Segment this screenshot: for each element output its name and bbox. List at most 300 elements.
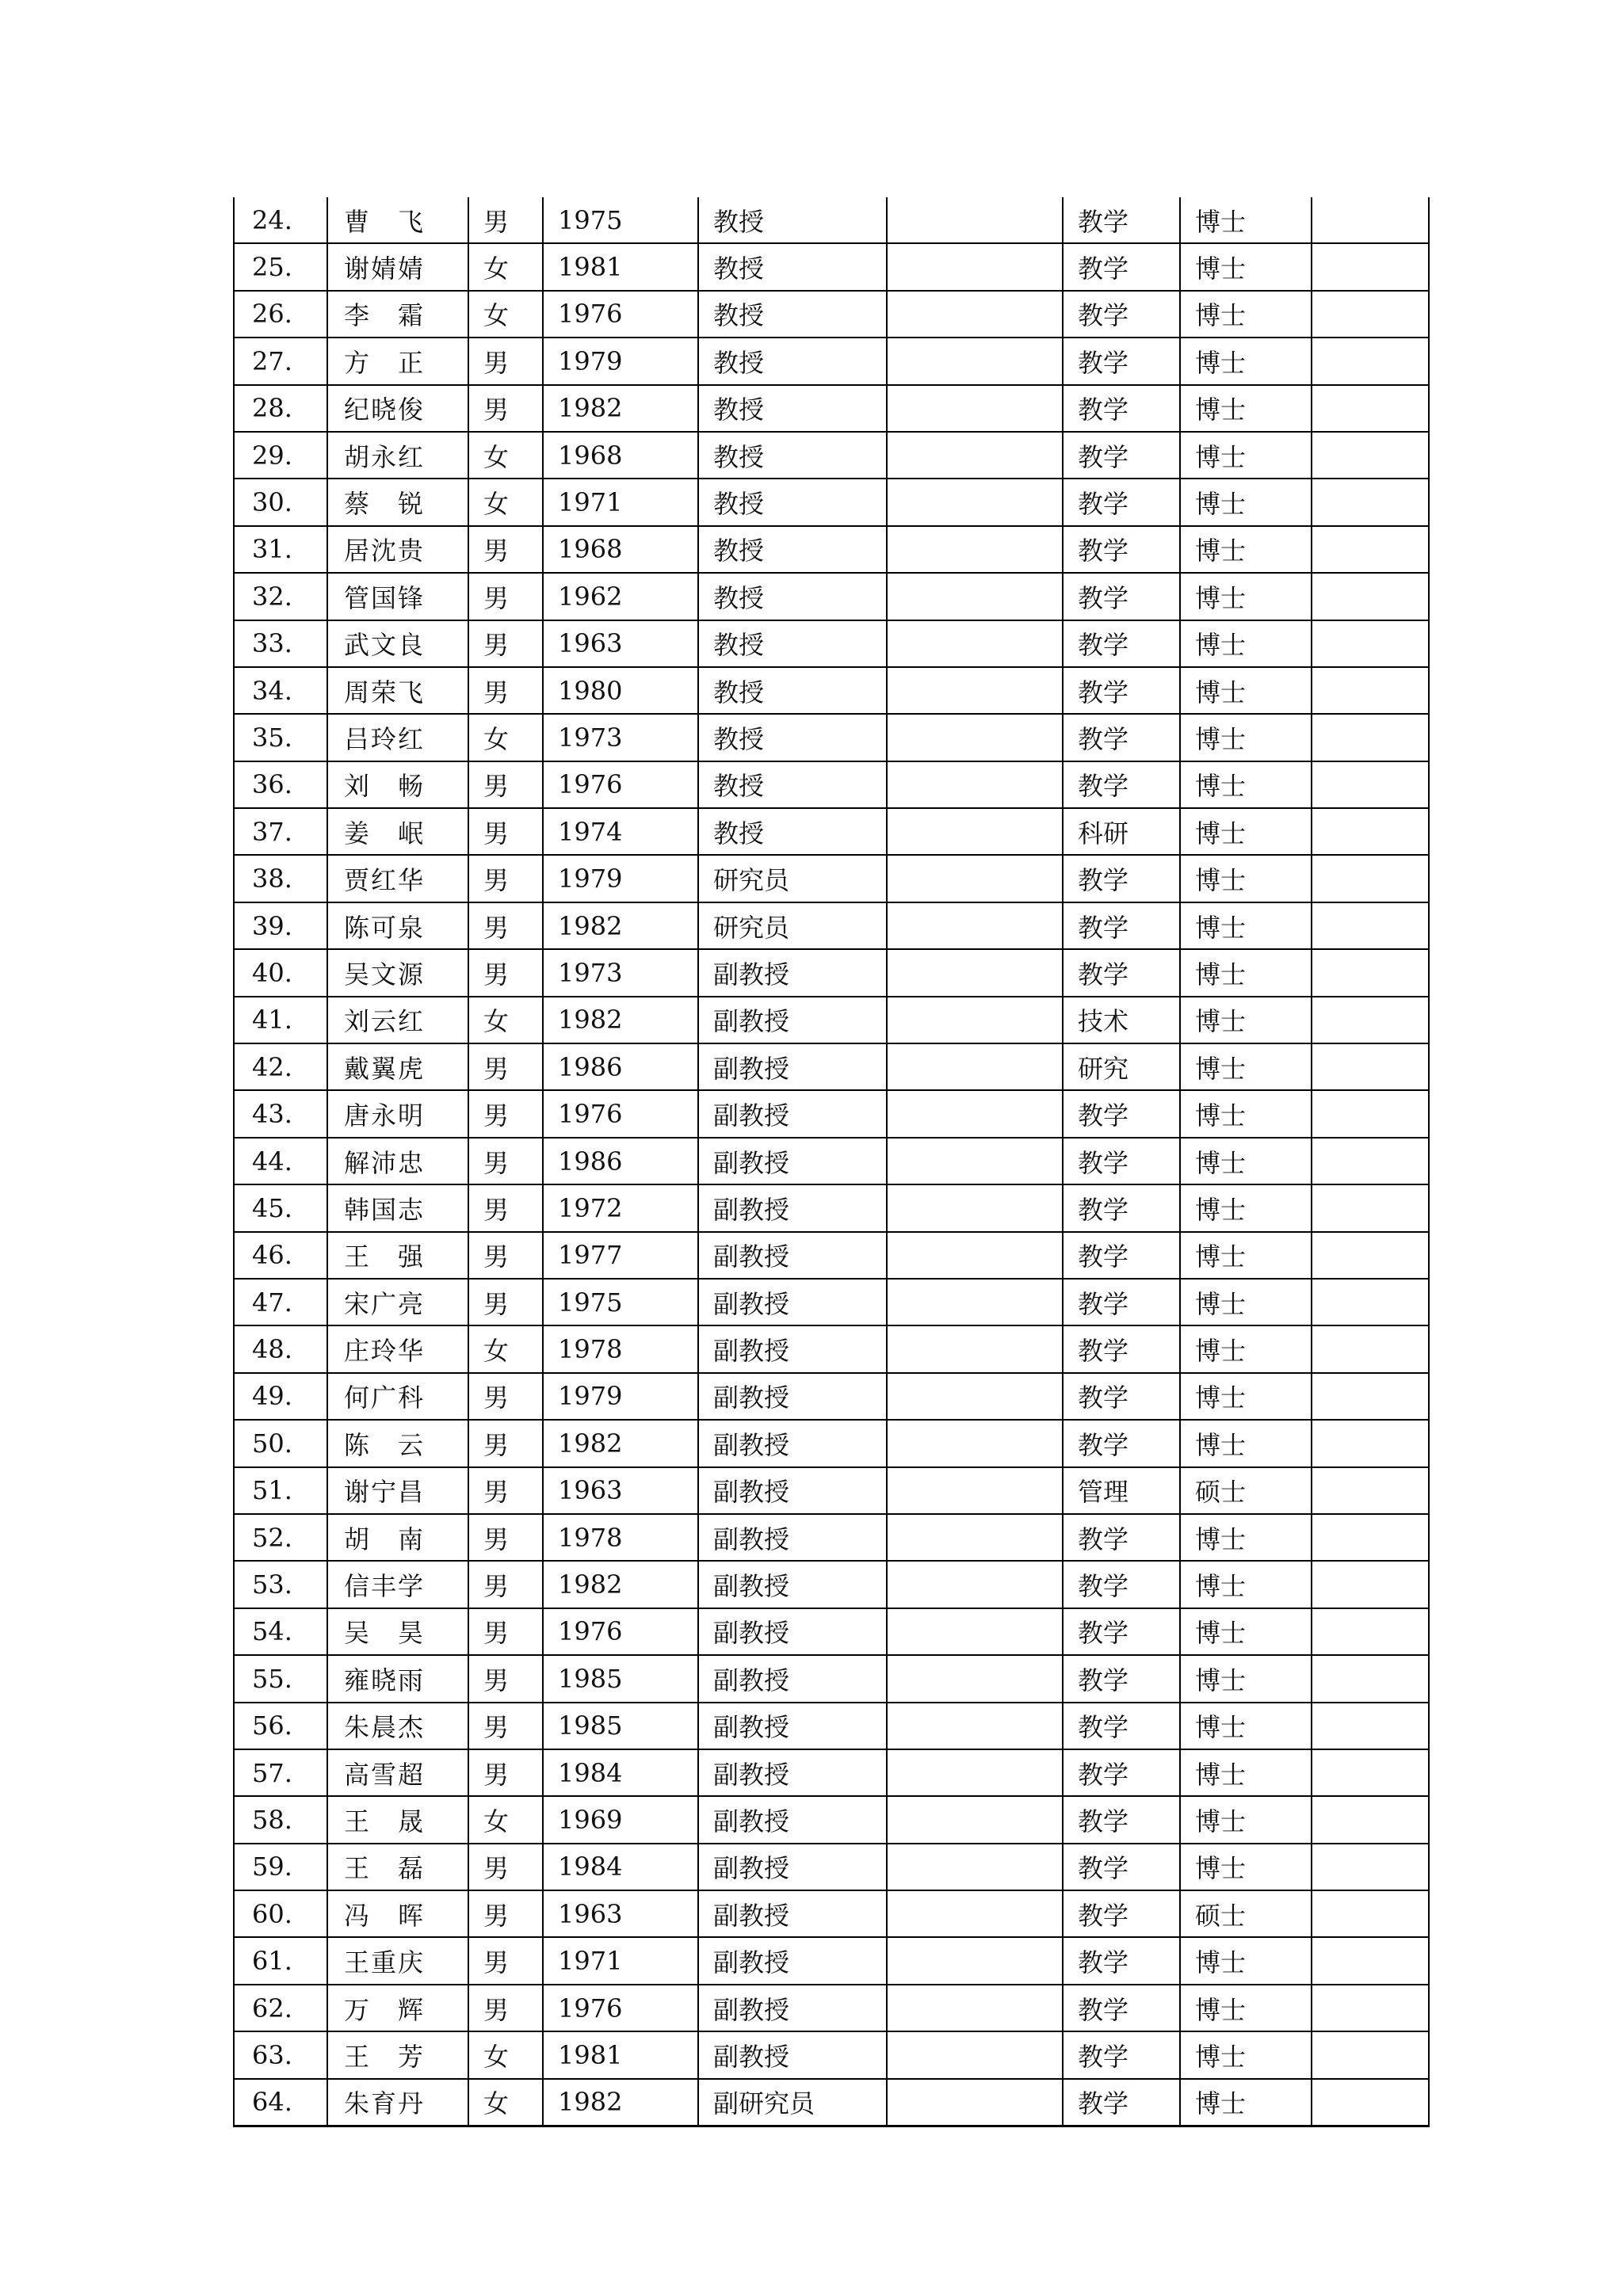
post-category: 教学 xyxy=(1063,385,1180,432)
row-number: 48. xyxy=(234,1325,327,1372)
row-number: 45. xyxy=(234,1184,327,1231)
table-row xyxy=(234,855,1429,902)
birth-year: 1976 xyxy=(543,761,698,808)
gender: 男 xyxy=(468,620,543,667)
degree: 博士 xyxy=(1180,1703,1312,1749)
row-number: 50. xyxy=(234,1420,327,1466)
degree: 博士 xyxy=(1180,1655,1312,1702)
blank-cell xyxy=(887,1325,1063,1372)
note-cell xyxy=(1312,338,1429,384)
note-cell xyxy=(1312,1420,1429,1466)
staff-name: 万 辉 xyxy=(327,1985,468,2031)
degree: 博士 xyxy=(1180,385,1312,432)
gender: 男 xyxy=(468,1655,543,1702)
birth-year: 1976 xyxy=(543,1608,698,1655)
birth-year: 1963 xyxy=(543,620,698,667)
degree: 博士 xyxy=(1180,1561,1312,1608)
table-row xyxy=(234,1655,1429,1702)
note-cell xyxy=(1312,1232,1429,1279)
degree: 博士 xyxy=(1180,1090,1312,1137)
post-category: 教学 xyxy=(1063,1325,1180,1372)
blank-cell xyxy=(887,243,1063,290)
note-cell xyxy=(1312,997,1429,1043)
row-number: 57. xyxy=(234,1749,327,1796)
staff-name: 冯 晖 xyxy=(327,1890,468,1937)
professional-title: 副教授 xyxy=(698,1138,887,1184)
professional-title: 副教授 xyxy=(698,997,887,1043)
professional-title: 教授 xyxy=(698,761,887,808)
birth-year: 1968 xyxy=(543,432,698,479)
post-category: 教学 xyxy=(1063,1232,1180,1279)
table-row xyxy=(234,573,1429,620)
staff-name: 朱晨杰 xyxy=(327,1703,468,1749)
birth-year: 1963 xyxy=(543,1890,698,1937)
gender: 男 xyxy=(468,1561,543,1608)
blank-cell xyxy=(887,338,1063,384)
note-cell xyxy=(1312,1090,1429,1137)
staff-name: 贾红华 xyxy=(327,855,468,902)
row-number: 38. xyxy=(234,855,327,902)
blank-cell xyxy=(887,573,1063,620)
degree: 硕士 xyxy=(1180,1467,1312,1514)
table-row xyxy=(234,714,1429,761)
row-number: 64. xyxy=(234,2079,327,2126)
row-number: 34. xyxy=(234,667,327,714)
staff-name: 朱育丹 xyxy=(327,2079,468,2126)
staff-name: 武文良 xyxy=(327,620,468,667)
professional-title: 副研究员 xyxy=(698,2079,887,2126)
gender: 女 xyxy=(468,997,543,1043)
table-row xyxy=(234,1043,1429,1090)
gender: 男 xyxy=(468,573,543,620)
table-row xyxy=(234,1608,1429,1655)
birth-year: 1979 xyxy=(543,338,698,384)
blank-cell xyxy=(887,997,1063,1043)
professional-title: 教授 xyxy=(698,479,887,525)
gender: 女 xyxy=(468,432,543,479)
row-number: 33. xyxy=(234,620,327,667)
staff-name: 刘 畅 xyxy=(327,761,468,808)
blank-cell xyxy=(887,808,1063,855)
staff-name: 谢婧婧 xyxy=(327,243,468,290)
post-category: 教学 xyxy=(1063,432,1180,479)
blank-cell xyxy=(887,197,1063,243)
professional-title: 教授 xyxy=(698,808,887,855)
gender: 男 xyxy=(468,667,543,714)
degree: 博士 xyxy=(1180,1796,1312,1843)
table-row xyxy=(234,1467,1429,1514)
post-category: 教学 xyxy=(1063,1090,1180,1137)
degree: 博士 xyxy=(1180,620,1312,667)
note-cell xyxy=(1312,1608,1429,1655)
staff-name: 王 芳 xyxy=(327,2031,468,2078)
degree: 博士 xyxy=(1180,1749,1312,1796)
row-number: 36. xyxy=(234,761,327,808)
birth-year: 1977 xyxy=(543,1232,698,1279)
birth-year: 1968 xyxy=(543,526,698,573)
gender: 男 xyxy=(468,761,543,808)
degree: 博士 xyxy=(1180,1184,1312,1231)
blank-cell xyxy=(887,949,1063,996)
row-number: 26. xyxy=(234,291,327,338)
table-row xyxy=(234,1844,1429,1890)
note-cell xyxy=(1312,1937,1429,1984)
row-number: 37. xyxy=(234,808,327,855)
birth-year: 1978 xyxy=(543,1514,698,1561)
table-row xyxy=(234,432,1429,479)
row-number: 29. xyxy=(234,432,327,479)
post-category: 教学 xyxy=(1063,573,1180,620)
gender: 男 xyxy=(468,1184,543,1231)
professional-title: 副教授 xyxy=(698,1373,887,1420)
professional-title: 教授 xyxy=(698,667,887,714)
note-cell xyxy=(1312,197,1429,243)
post-category: 教学 xyxy=(1063,291,1180,338)
gender: 男 xyxy=(468,1138,543,1184)
note-cell xyxy=(1312,1890,1429,1937)
note-cell xyxy=(1312,291,1429,338)
table-row xyxy=(234,1561,1429,1608)
post-category: 教学 xyxy=(1063,479,1180,525)
professional-title: 教授 xyxy=(698,243,887,290)
row-number: 47. xyxy=(234,1279,327,1325)
table-row xyxy=(234,1796,1429,1843)
blank-cell xyxy=(887,1703,1063,1749)
birth-year: 1971 xyxy=(543,479,698,525)
note-cell xyxy=(1312,1844,1429,1890)
degree: 博士 xyxy=(1180,1373,1312,1420)
table-row xyxy=(234,667,1429,714)
staff-name: 何广科 xyxy=(327,1373,468,1420)
gender: 男 xyxy=(468,526,543,573)
post-category: 教学 xyxy=(1063,1749,1180,1796)
birth-year: 1981 xyxy=(543,243,698,290)
post-category: 技术 xyxy=(1063,997,1180,1043)
blank-cell xyxy=(887,714,1063,761)
row-number: 62. xyxy=(234,1985,327,2031)
row-number: 56. xyxy=(234,1703,327,1749)
staff-name: 蔡 锐 xyxy=(327,479,468,525)
professional-title: 教授 xyxy=(698,291,887,338)
staff-name: 胡 南 xyxy=(327,1514,468,1561)
blank-cell xyxy=(887,1937,1063,1984)
row-number: 35. xyxy=(234,714,327,761)
note-cell xyxy=(1312,243,1429,290)
birth-year: 1973 xyxy=(543,714,698,761)
gender: 女 xyxy=(468,714,543,761)
gender: 男 xyxy=(468,1937,543,1984)
blank-cell xyxy=(887,1655,1063,1702)
professional-title: 副教授 xyxy=(698,1749,887,1796)
blank-cell xyxy=(887,1184,1063,1231)
table-row xyxy=(234,338,1429,384)
post-category: 教学 xyxy=(1063,1890,1180,1937)
staff-name: 宋广亮 xyxy=(327,1279,468,1325)
post-category: 教学 xyxy=(1063,243,1180,290)
professional-title: 副教授 xyxy=(698,1467,887,1514)
post-category: 教学 xyxy=(1063,902,1180,949)
blank-cell xyxy=(887,1467,1063,1514)
staff-name: 吕玲红 xyxy=(327,714,468,761)
degree: 博士 xyxy=(1180,997,1312,1043)
professional-title: 副教授 xyxy=(698,1090,887,1137)
note-cell xyxy=(1312,479,1429,525)
note-cell xyxy=(1312,761,1429,808)
staff-name: 庄玲华 xyxy=(327,1325,468,1372)
gender: 男 xyxy=(468,1703,543,1749)
table-row xyxy=(234,1232,1429,1279)
table-row xyxy=(234,1420,1429,1466)
post-category: 教学 xyxy=(1063,1985,1180,2031)
row-number: 27. xyxy=(234,338,327,384)
post-category: 教学 xyxy=(1063,2079,1180,2126)
professional-title: 研究员 xyxy=(698,902,887,949)
professional-title: 教授 xyxy=(698,338,887,384)
gender: 男 xyxy=(468,1985,543,2031)
degree: 博士 xyxy=(1180,1608,1312,1655)
table-row xyxy=(234,2031,1429,2078)
staff-table-body xyxy=(234,197,1429,2126)
degree: 博士 xyxy=(1180,1420,1312,1466)
gender: 男 xyxy=(468,1890,543,1937)
table-row xyxy=(234,1514,1429,1561)
note-cell xyxy=(1312,902,1429,949)
birth-year: 1963 xyxy=(543,1467,698,1514)
birth-year: 1978 xyxy=(543,1325,698,1372)
table-row xyxy=(234,385,1429,432)
blank-cell xyxy=(887,1844,1063,1890)
staff-name: 谢宁昌 xyxy=(327,1467,468,1514)
degree: 博士 xyxy=(1180,1279,1312,1325)
row-number: 54. xyxy=(234,1608,327,1655)
post-category: 教学 xyxy=(1063,1844,1180,1890)
birth-year: 1982 xyxy=(543,902,698,949)
table-row xyxy=(234,291,1429,338)
row-number: 58. xyxy=(234,1796,327,1843)
birth-year: 1982 xyxy=(543,385,698,432)
post-category: 教学 xyxy=(1063,1703,1180,1749)
degree: 博士 xyxy=(1180,1138,1312,1184)
gender: 男 xyxy=(468,338,543,384)
row-number: 40. xyxy=(234,949,327,996)
blank-cell xyxy=(887,1890,1063,1937)
table-row xyxy=(234,197,1429,243)
gender: 男 xyxy=(468,1467,543,1514)
note-cell xyxy=(1312,667,1429,714)
birth-year: 1985 xyxy=(543,1703,698,1749)
degree: 博士 xyxy=(1180,1043,1312,1090)
note-cell xyxy=(1312,714,1429,761)
staff-name: 李 霜 xyxy=(327,291,468,338)
gender: 男 xyxy=(468,1090,543,1137)
professional-title: 副教授 xyxy=(698,1043,887,1090)
table-row xyxy=(234,620,1429,667)
birth-year: 1979 xyxy=(543,1373,698,1420)
staff-name: 吴文源 xyxy=(327,949,468,996)
birth-year: 1971 xyxy=(543,1937,698,1984)
degree: 博士 xyxy=(1180,291,1312,338)
staff-name: 王 晟 xyxy=(327,1796,468,1843)
post-category: 研究 xyxy=(1063,1043,1180,1090)
gender: 男 xyxy=(468,1749,543,1796)
gender: 女 xyxy=(468,1796,543,1843)
note-cell xyxy=(1312,432,1429,479)
blank-cell xyxy=(887,2079,1063,2126)
degree: 博士 xyxy=(1180,1514,1312,1561)
birth-year: 1986 xyxy=(543,1138,698,1184)
note-cell xyxy=(1312,620,1429,667)
gender: 男 xyxy=(468,1514,543,1561)
professional-title: 教授 xyxy=(698,526,887,573)
degree: 博士 xyxy=(1180,855,1312,902)
note-cell xyxy=(1312,2079,1429,2126)
blank-cell xyxy=(887,1138,1063,1184)
professional-title: 副教授 xyxy=(698,1844,887,1890)
post-category: 教学 xyxy=(1063,855,1180,902)
blank-cell xyxy=(887,1985,1063,2031)
degree: 博士 xyxy=(1180,432,1312,479)
post-category: 教学 xyxy=(1063,1138,1180,1184)
post-category: 管理 xyxy=(1063,1467,1180,1514)
note-cell xyxy=(1312,573,1429,620)
degree: 博士 xyxy=(1180,338,1312,384)
post-category: 教学 xyxy=(1063,761,1180,808)
table-row xyxy=(234,526,1429,573)
blank-cell xyxy=(887,1232,1063,1279)
note-cell xyxy=(1312,1796,1429,1843)
staff-name: 管国锋 xyxy=(327,573,468,620)
note-cell xyxy=(1312,1373,1429,1420)
table-row xyxy=(234,1279,1429,1325)
professional-title: 教授 xyxy=(698,197,887,243)
gender: 男 xyxy=(468,1373,543,1420)
row-number: 61. xyxy=(234,1937,327,1984)
gender: 男 xyxy=(468,1844,543,1890)
gender: 女 xyxy=(468,243,543,290)
gender: 女 xyxy=(468,479,543,525)
row-number: 53. xyxy=(234,1561,327,1608)
blank-cell xyxy=(887,620,1063,667)
post-category: 教学 xyxy=(1063,1608,1180,1655)
table-row xyxy=(234,1749,1429,1796)
gender: 男 xyxy=(468,1279,543,1325)
professional-title: 副教授 xyxy=(698,1232,887,1279)
post-category: 教学 xyxy=(1063,526,1180,573)
blank-cell xyxy=(887,1749,1063,1796)
table-row xyxy=(234,808,1429,855)
degree: 硕士 xyxy=(1180,1890,1312,1937)
professional-title: 副教授 xyxy=(698,1420,887,1466)
note-cell xyxy=(1312,2031,1429,2078)
staff-name: 解沛忠 xyxy=(327,1138,468,1184)
blank-cell xyxy=(887,1043,1063,1090)
post-category: 教学 xyxy=(1063,197,1180,243)
table-row xyxy=(234,902,1429,949)
birth-year: 1985 xyxy=(543,1655,698,1702)
professional-title: 副教授 xyxy=(698,1279,887,1325)
table-row xyxy=(234,1090,1429,1137)
degree: 博士 xyxy=(1180,526,1312,573)
row-number: 41. xyxy=(234,997,327,1043)
table-row xyxy=(234,1703,1429,1749)
staff-name: 曹 飞 xyxy=(327,197,468,243)
gender: 男 xyxy=(468,808,543,855)
row-number: 46. xyxy=(234,1232,327,1279)
birth-year: 1979 xyxy=(543,855,698,902)
staff-name: 王重庆 xyxy=(327,1937,468,1984)
birth-year: 1986 xyxy=(543,1043,698,1090)
gender: 男 xyxy=(468,1420,543,1466)
note-cell xyxy=(1312,855,1429,902)
birth-year: 1982 xyxy=(543,997,698,1043)
staff-table xyxy=(233,197,1430,2127)
table-row xyxy=(234,1890,1429,1937)
degree: 博士 xyxy=(1180,1232,1312,1279)
gender: 女 xyxy=(468,1325,543,1372)
staff-name: 周荣飞 xyxy=(327,667,468,714)
professional-title: 教授 xyxy=(698,573,887,620)
blank-cell xyxy=(887,761,1063,808)
professional-title: 研究员 xyxy=(698,855,887,902)
professional-title: 副教授 xyxy=(698,1890,887,1937)
professional-title: 教授 xyxy=(698,620,887,667)
post-category: 教学 xyxy=(1063,949,1180,996)
row-number: 52. xyxy=(234,1514,327,1561)
staff-name: 雍晓雨 xyxy=(327,1655,468,1702)
row-number: 59. xyxy=(234,1844,327,1890)
row-number: 32. xyxy=(234,573,327,620)
table-row xyxy=(234,997,1429,1043)
birth-year: 1984 xyxy=(543,1844,698,1890)
note-cell xyxy=(1312,1749,1429,1796)
row-number: 31. xyxy=(234,526,327,573)
staff-name: 吴 昊 xyxy=(327,1608,468,1655)
blank-cell xyxy=(887,1090,1063,1137)
note-cell xyxy=(1312,526,1429,573)
note-cell xyxy=(1312,949,1429,996)
professional-title: 副教授 xyxy=(698,1985,887,2031)
degree: 博士 xyxy=(1180,479,1312,525)
blank-cell xyxy=(887,432,1063,479)
blank-cell xyxy=(887,291,1063,338)
gender: 男 xyxy=(468,855,543,902)
degree: 博士 xyxy=(1180,808,1312,855)
degree: 博士 xyxy=(1180,1937,1312,1984)
blank-cell xyxy=(887,479,1063,525)
blank-cell xyxy=(887,2031,1063,2078)
staff-name: 戴翼虎 xyxy=(327,1043,468,1090)
staff-name: 姜 岷 xyxy=(327,808,468,855)
blank-cell xyxy=(887,1420,1063,1466)
blank-cell xyxy=(887,902,1063,949)
staff-name: 胡永红 xyxy=(327,432,468,479)
post-category: 教学 xyxy=(1063,1373,1180,1420)
professional-title: 教授 xyxy=(698,385,887,432)
birth-year: 1982 xyxy=(543,1561,698,1608)
staff-name: 陈 云 xyxy=(327,1420,468,1466)
row-number: 42. xyxy=(234,1043,327,1090)
note-cell xyxy=(1312,1325,1429,1372)
row-number: 25. xyxy=(234,243,327,290)
gender: 男 xyxy=(468,1608,543,1655)
birth-year: 1976 xyxy=(543,1090,698,1137)
professional-title: 副教授 xyxy=(698,1608,887,1655)
gender: 女 xyxy=(468,2031,543,2078)
staff-name: 韩国志 xyxy=(327,1184,468,1231)
blank-cell xyxy=(887,385,1063,432)
note-cell xyxy=(1312,385,1429,432)
table-row xyxy=(234,1138,1429,1184)
